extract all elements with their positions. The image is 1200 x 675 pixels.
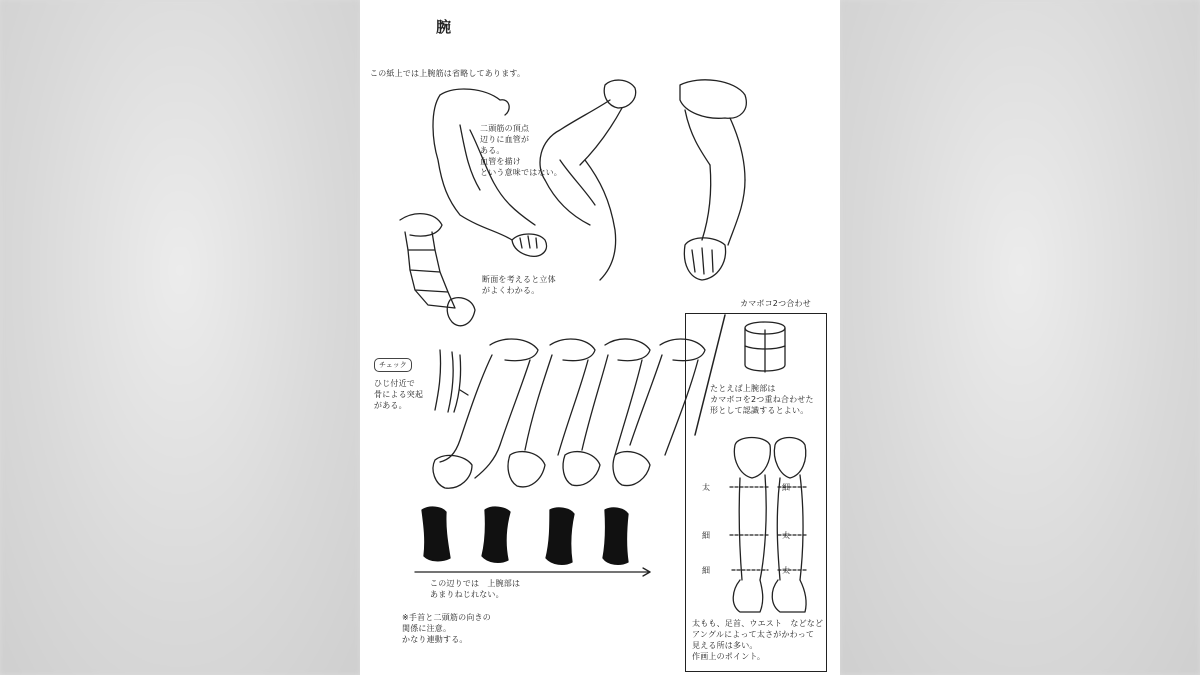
flexed-arm-sketch xyxy=(540,80,636,280)
box-title: カマボコ2つ合わせ xyxy=(740,299,811,308)
straight-arms-row xyxy=(433,339,705,488)
segmented-arm-sketch xyxy=(400,214,475,326)
range-arrow xyxy=(415,568,650,576)
label-thick-3: 太 xyxy=(782,566,791,575)
label-thin-3: 細 xyxy=(702,566,711,575)
note-top: この紙上では上腕筋は省略してあります。 xyxy=(370,69,526,78)
label-thin-2: 細 xyxy=(702,531,711,540)
tag-check: チェック xyxy=(374,358,412,372)
wrist-detail-sketch xyxy=(435,350,468,412)
note-twist: この辺りでは 上腕部は あまりねじれない。 xyxy=(430,579,521,599)
label-thick-1: 太 xyxy=(702,483,711,492)
blurred-background-left xyxy=(0,0,360,675)
note-wrist: ひじ付近で 骨による突起 がある。 xyxy=(374,379,424,410)
hanging-arm-sketch xyxy=(680,80,746,280)
forearm-silhouettes xyxy=(422,507,628,564)
note-section: 断面を考えると立体 がよくわかる。 xyxy=(482,275,556,295)
blurred-background-right xyxy=(840,0,1200,675)
label-thick-2: 太 xyxy=(782,531,791,540)
box-bottom-note: 太もも、足首、ウエスト などなど アングルによって太さがかわって 見える所は多い。 作画上のポイント。 xyxy=(692,619,824,661)
page-title: 腕 xyxy=(436,18,452,36)
note-biceps: 二頭筋の頂点 辺りに血管が ある。 血管を描け という意味ではない。 xyxy=(480,124,562,177)
sketch-page xyxy=(360,0,840,675)
box-note: たとえば上腕部は カマボコを2つ重ね合わせた 形として認識するとよい。 xyxy=(710,384,814,415)
note-bottom: ※手首と二頭筋の向きの 関係に注意。 かなり連動する。 xyxy=(402,613,491,644)
label-thin-1: 細 xyxy=(782,483,791,492)
